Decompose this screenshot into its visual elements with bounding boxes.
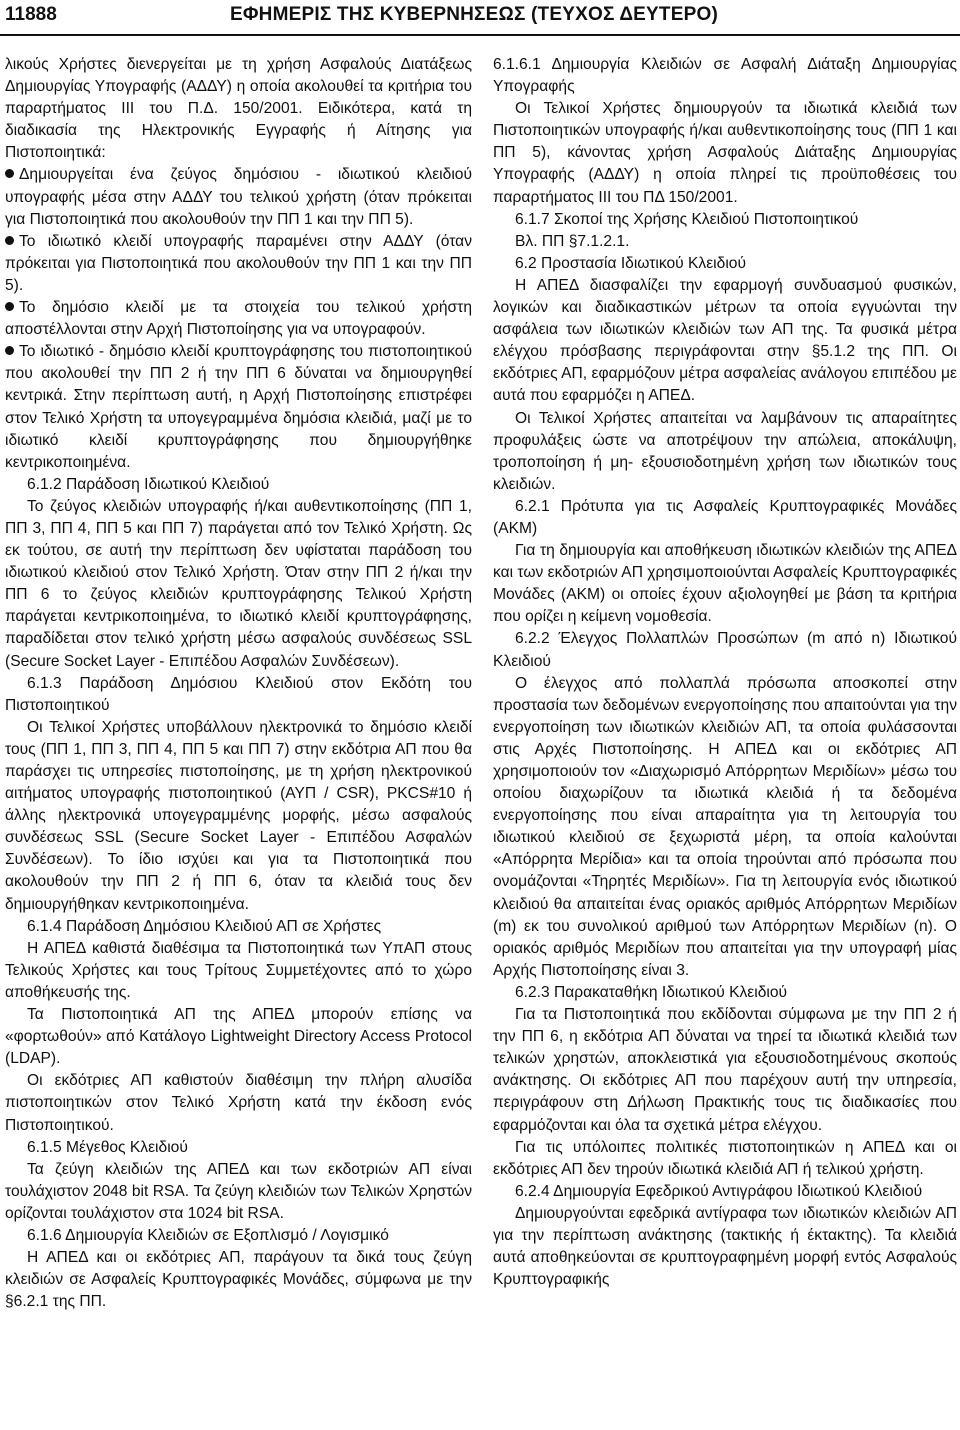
- paragraph: [5, 1225, 472, 1247]
- bullet-paragraph: [5, 297, 472, 341]
- paragraph-text: Οι Τελικοί Χρήστες υποβάλλουν ηλεκτρονικά το δημόσιο κλειδί τους (ΠΠ 1, ΠΠ 3, ΠΠ 4, ΠΠ 5 και ΠΠ 7) στην εκδότρια ΑΠ που θα παράσχει τις υπηρεσίες πιστοποίησης, με τη χρήση ηλεκτρονικού αιτήματος υπογραφής πιστοποιητικού (ΑΥΠ / CSR), PKCS#10 ή άλλης ηλεκτρονικά υπογεγραμμένης μορφής, μέσω ασφαλούς συνδέσεως SSL (Secure Socket Layer - Επιπέδου Ασφαλών Συνδέσεων). Το ίδιο ισχύει και για τα Πιστοποιητικά που ακολουθούν την ΠΠ 2 ή ΠΠ 6, όταν τα κλειδιά τους δεν δημιουργήθηκαν κεντρικοποιημένα.: [5, 718, 472, 913]
- paragraph-text: Για τη δημιουργία και αποθήκευση ιδιωτικών κλειδιών της ΑΠΕΔ και των εκδοτριών ΑΠ χρησιμοποιούνται Ασφαλείς Κρυπτογραφικές Μονάδες (ΑΚΜ) οι οποίες έχουν αξιολογηθεί με βάση τα κριτήρια που ορίζει η κείμενη νομοθεσία.: [493, 542, 958, 626]
- paragraph-text: 6.1.7 Σκοποί της Χρήσης Κλειδιού Πιστοποιητικού: [515, 210, 859, 228]
- paragraph: [493, 496, 957, 540]
- paragraph: [5, 1159, 472, 1225]
- paragraph-text: 6.1.6 Δημιουργία Κλειδιών σε Εξοπλισμό / Λογισμικό: [27, 1226, 389, 1244]
- paragraph: [5, 496, 472, 673]
- page-header: [0, 0, 960, 38]
- paragraph: [5, 1137, 472, 1159]
- right-column: [493, 54, 957, 1291]
- paragraph: [5, 938, 472, 1004]
- paragraph: [5, 673, 472, 717]
- paragraph: [5, 474, 472, 496]
- paragraph-text: Για τις υπόλοιπες πολιτικές πιστοποιητικών η ΑΠΕΔ και οι εκδότριες ΑΠ δεν τηρούν ιδιωτικά κλειδιά ΑΠ ή τελικού χρήστη.: [493, 1138, 957, 1178]
- paragraph-text: Τα ζεύγη κλειδιών της ΑΠΕΔ και των εκδοτριών ΑΠ είναι τουλάχιστον 2048 bit RSA. Τα ζεύγη κλειδιών των Τελικών Χρηστών ορίζονται τουλάχιστον στα 1024 bit RSA.: [5, 1160, 472, 1222]
- paragraph-text: Δημιουργούνται εφεδρικά αντίγραφα των ιδιωτικών κλειδιών ΑΠ για την περίπτωση ανάκτησης (τακτικής ή έκτακτης). Τα κλειδιά αυτά αποθηκεύονται σε κρυπτογραφημένη μορφή εντός Ασφαλούς Κρυπτογραφικής: [493, 1204, 957, 1289]
- paragraph-text: Οι εκδότριες ΑΠ καθιστούν διαθέσιμη την πλήρη αλυσίδα πιστοποιητικών στον Τελικό Χρήστη κατά την έκδοση ενός Πιστοποιητικού.: [5, 1072, 472, 1134]
- paragraph-text: 6.2.2 Έλεγχος Πολλαπλών Προσώπων (m από n) Ιδιωτικού Κλειδιού: [493, 630, 957, 670]
- paragraph: [493, 253, 957, 275]
- paragraph-text: 6.2.1 Πρότυπα για τις Ασφαλείς Κρυπτογραφικές Μονάδες (ΑΚΜ): [493, 497, 957, 537]
- paragraph: [493, 98, 957, 208]
- paragraph: [5, 1247, 472, 1313]
- paragraph-text: Το ζεύγος κλειδιών υπογραφής ή/και αυθεντικοποίησης (ΠΠ 1, ΠΠ 3, ΠΠ 4, ΠΠ 5 και ΠΠ 7) παράγεται από τον Τελικό Χρήστη. Ως εκ τούτου, σε αυτή την περίπτωση δεν υφίσταται παράδοση του ιδιωτικού κλειδιού στον Τελικό Χρήστη. Όταν στην ΠΠ 2 ή/και την ΠΠ 6 το ζεύγος κλειδιών κρυπτογράφησης Τελικού Χρήστη παράγεται κεντρικοποιημένα, το ιδιωτικό κλειδί κρυπτογράφησης, παραδίδεται στον τελικό χρήστη μέσω ασφαλούς συνδέσεως SSL (Secure Socket Layer - Επιπέδου Ασφαλών Συνδέσεων).: [5, 497, 472, 670]
- paragraph-text: Για τα Πιστοποιητικά που εκδίδονται σύμφωνα με την ΠΠ 2 ή την ΠΠ 6, η εκδότρια ΑΠ δύναται να τηρεί τα ιδιωτικά κλειδιά των τελικών χρηστών, αποκλειστικά για εξουσιοδοτημένους σκοπούς ανάκτησης. Οι εκδότριες ΑΠ που παρέχουν αυτή την υπηρεσία, περιγράφουν στη Δήλωση Πρακτικής τους τις διαδικασίες που εφαρμόζονται και όλα τα σχετικά μέτρα ελέγχου.: [493, 1006, 957, 1134]
- bullet-paragraph: [5, 341, 472, 474]
- page-number: 11888: [5, 4, 57, 25]
- paragraph-text: 6.1.3 Παράδοση Δημόσιου Κλειδιού στον Εκδότη του Πιστοποιητικού: [5, 674, 472, 714]
- paragraph-text: 6.1.6.1 Δημιουργία Κλειδιών σε Ασφαλή Διάταξη Δημιουργίας Υπογραφής: [493, 56, 957, 96]
- paragraph: [493, 1181, 957, 1203]
- paragraph-text: 6.1.4 Παράδοση Δημόσιου Κλειδιού ΑΠ σε Χρήστες: [27, 917, 382, 935]
- paragraph-text: Ο έλεγχος από πολλαπλά πρόσωπα αποσκοπεί στην προστασία των δεδομένων ενεργοποίησης που απαιτούνται για την ενεργοποίηση των ιδιωτικών κλειδιών ΑΠ, τα οποία φυλάσσονται στις Αρχές Πιστοποίησης. Η ΑΠΕΔ και οι εκδότριες ΑΠ χρησιμοποιούν τον «Διαχωρισμό Απόρρητων Μεριδίων» μέσω του οποίου διαχωρίζουν τα ιδιωτικά κλειδιά ή τα δεδομένα ενεργοποίησης που είναι απαραίτητα για τη λειτουργία του ιδιωτικού κλειδιού σε ξεχωριστά μέρη, τα οποία καλούνται «Απόρρητα Μερίδια» και τα οποία τηρούνται από πρόσωπα που ονομάζονται «Τηρητές Μεριδίων». Για τη λειτουργία ενός ιδιωτικού κλειδιού θα απαιτείται ένας οριακός αριθμός Απόρρητων Μεριδίων (m) εκ του συνολικού αριθμού των Απόρρητων Μεριδίων (n). Ο οριακός αριθμός Μεριδίων που απαιτείται για την υπογραφή μίας Αρχής Πιστοποίησης είναι 3.: [493, 674, 957, 979]
- paragraph: [493, 540, 957, 628]
- paragraph-text: λικούς Χρήστες διενεργείται με τη χρήση Ασφαλούς Διατάξεως Δημιουργίας Υπογραφής (ΑΔΔΥ) η οποία ακολουθεί τα κριτήρια του παραρτήματος ΙΙΙ του Π.Δ. 150/2001. Ειδικότερα, κατά τη διαδικασία της Ηλεκτρονικής Εγγραφής ή Αίτησης για Πιστοποιητικά:: [5, 56, 472, 162]
- paragraph-text: Η ΑΠΕΔ διασφαλίζει την εφαρμογή συνδυασμού φυσικών, λογικών και διαδικαστικών μέτρων τα οποία εγγυώνται την ασφάλεια των ιδιωτικών κλειδιών των ΑΠ της. Τα φυσικά μέτρα ελέγχου πρόσβασης περιγράφονται στην §5.1.2 της ΠΠ. Οι εκδότριες ΑΠ, εφαρμόζουν μέτρα ασφαλείας ανάλογου επιπέδου με αυτά που εφαρμόζει η ΑΠΕΔ.: [493, 276, 957, 405]
- paragraph: [5, 717, 472, 916]
- paragraph: [493, 1137, 957, 1181]
- bullet-paragraph: [5, 164, 472, 230]
- left-column: [5, 54, 472, 1313]
- paragraph: [493, 673, 957, 982]
- paragraph-text: Οι Τελικοί Χρήστες δημιουργούν τα ιδιωτικά κλειδιά των Πιστοποιητικών υπογραφής ή/και αυθεντικοποίησης τους (ΠΠ 1 και ΠΠ 5), κάνοντας χρήση Ασφαλούς Διάταξης Δημιουργίας Υπογραφής (ΑΔΔΥ) η οποία πληρεί τις προϋποθέσεις του παραρτήματος ΙΙΙ του ΠΔ 150/2001.: [493, 100, 957, 206]
- paragraph-text: 6.1.5 Μέγεθος Κλειδιού: [27, 1138, 188, 1156]
- paragraph: [493, 1203, 957, 1291]
- paragraph: [493, 209, 957, 231]
- paragraph-text: Το ιδιωτικό κλειδί υπογραφής παραμένει στην ΑΔΔΥ (όταν πρόκειται για Πιστοποιητικά που ακολουθούν την ΠΠ 1 και την ΠΠ 5).: [5, 232, 472, 294]
- paragraph: [493, 1004, 957, 1137]
- paragraph: [493, 408, 957, 496]
- paragraph-text: Η ΑΠΕΔ και οι εκδότριες ΑΠ, παράγουν τα δικά τους ζεύγη κλειδιών σε Ασφαλείς Κρυπτογραφικές Μονάδες, σύμφωνα με την §6.2.1 της ΠΠ.: [5, 1249, 472, 1311]
- paragraph-text: 6.2.4 Δημιουργία Εφεδρικού Αντιγράφου Ιδιωτικού Κλειδιού: [515, 1182, 923, 1200]
- paragraph-text: Το ιδιωτικό - δημόσιο κλειδί κρυπτογράφησης του πιστοποιητικού που ακολουθεί την ΠΠ 2 ή την ΠΠ 6 δύναται να δημιουργηθεί κεντρικά. Στην περίπτωση αυτή, η Αρχή Πιστοποίησης επιστρέφει στον Τελικό Χρήστη τα υπογεγραμμένα δημόσια κλειδιά, μαζί με το ιδιωτικό κλειδί κρυπτογράφησης που δημιουργήθηκε κεντρικοποιημένα.: [5, 343, 472, 471]
- paragraph-text: 6.2.3 Παρακαταθήκη Ιδιωτικού Κλειδιού: [515, 983, 788, 1001]
- paragraph: [493, 982, 957, 1004]
- paragraph: [493, 231, 957, 253]
- paragraph-text: Οι Τελικοί Χρήστες απαιτείται να λαμβάνουν τις απαραίτητες προφυλάξεις ώστε να αποτρέψουν την απώλεια, αποκάλυψη, τροποποίηση ή μη- εξουσιοδοτημένη χρήση των ιδιωτικών τους κλειδιών.: [493, 409, 957, 493]
- paragraph: [493, 628, 957, 672]
- bullet-icon: [5, 302, 14, 311]
- paragraph-text: 6.2 Προστασία Ιδιωτικού Κλειδιού: [515, 254, 746, 272]
- paragraph: [493, 275, 957, 408]
- paragraph-text: Η ΑΠΕΔ καθιστά διαθέσιμα τα Πιστοποιητικά των ΥπΑΠ στους Τελικούς Χρήστες και τους Τρίτους Συμμετέχοντες από το χώρο αποθήκευσής της.: [5, 939, 472, 1001]
- paragraph: [5, 1070, 472, 1136]
- paragraph-text: Τα Πιστοποιητικά ΑΠ της ΑΠΕΔ μπορούν επίσης να «φορτωθούν» από Κατάλογο Lightweight Directory Access Protocol (LDAP).: [5, 1006, 472, 1068]
- paragraph-text: 6.1.2 Παράδοση Ιδιωτικού Κλειδιού: [27, 475, 270, 493]
- paragraph-text: Δημιουργείται ένα ζεύγος δημόσιου - ιδιωτικού κλειδιού υπογραφής μέσα στην ΑΔΔΥ του τελικού χρήστη (όταν πρόκειται για Πιστοποιητικά που ακολουθούν την ΠΠ 1 και την ΠΠ 5).: [5, 166, 472, 228]
- gazette-title: ΕΦΗΜΕΡΙΣ ΤΗΣ ΚΥΒΕΡΝΗΣΕΩΣ (ΤΕΥΧΟΣ ΔΕΥΤΕΡΟ): [230, 4, 718, 25]
- paragraph-text: Το δημόσιο κλειδί με τα στοιχεία του τελικού χρήστη αποστέλλονται στην Αρχή Πιστοποίησης για να υπογραφούν.: [5, 299, 472, 339]
- paragraph-text: Βλ. ΠΠ §7.1.2.1.: [515, 232, 630, 250]
- bullet-icon: [5, 169, 14, 178]
- paragraph: [493, 54, 957, 98]
- bullet-icon: [5, 346, 14, 355]
- paragraph: [5, 916, 472, 938]
- bullet-paragraph: [5, 231, 472, 297]
- paragraph: [5, 1004, 472, 1070]
- bullet-icon: [5, 236, 14, 245]
- paragraph: [5, 54, 472, 164]
- header-rule: [0, 34, 960, 36]
